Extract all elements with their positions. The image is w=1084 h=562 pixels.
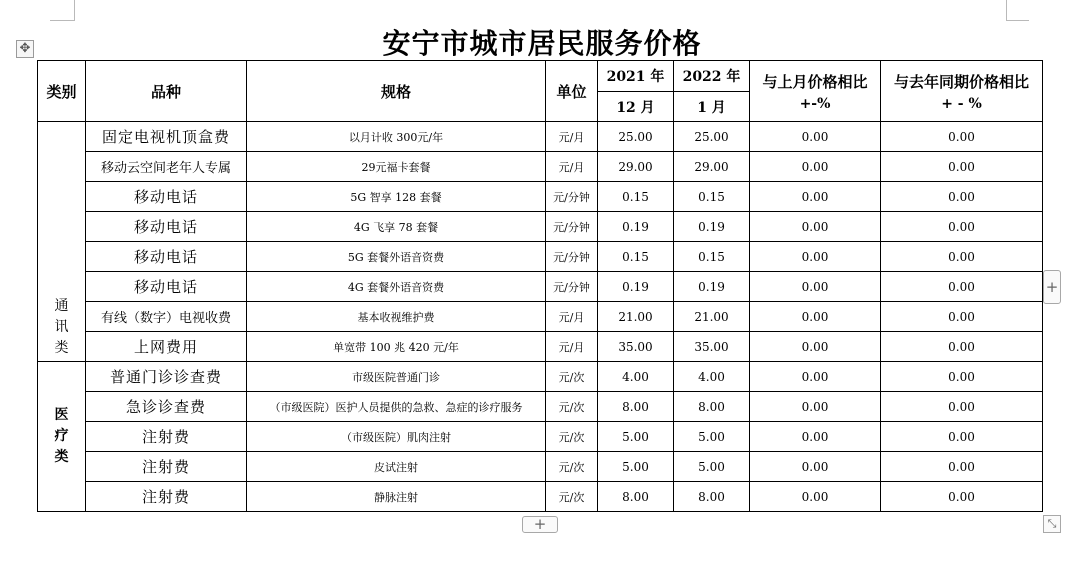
year-change-cell: 0.00 [881, 122, 1043, 152]
spec-cell: 5G 套餐外语音资费 [247, 242, 546, 272]
table-row [38, 182, 1043, 212]
price-2022-cell: 0.19 [674, 212, 750, 242]
header-vs-last-year-unit: + - % [941, 95, 982, 112]
year-change-cell: 0.00 [881, 332, 1043, 362]
table-row [38, 272, 1043, 302]
variety-cell: 固定电视机顶盒费 [86, 122, 247, 152]
price-2022-cell: 21.00 [674, 302, 750, 332]
year-change-cell: 0.00 [881, 302, 1043, 332]
year-change-cell: 0.00 [881, 182, 1043, 212]
unit-cell: 元/次 [546, 392, 598, 422]
header-month-2021: 12 月 [598, 92, 674, 122]
header-year-2021: 2021 年 [598, 61, 674, 92]
price-2022-cell: 0.19 [674, 272, 750, 302]
add-row-button[interactable]: + [522, 516, 558, 533]
price-2022-cell: 0.15 [674, 182, 750, 212]
header-year-2022: 2022 年 [674, 61, 750, 92]
spec-cell: 4G 套餐外语音资费 [247, 272, 546, 302]
variety-cell: 注射费 [86, 482, 247, 512]
price-2021-cell: 8.00 [598, 392, 674, 422]
price-2021-cell: 29.00 [598, 152, 674, 182]
header-vs-last-year-label: 与去年同期价格相比 [893, 72, 1029, 91]
header-category: 类别 [38, 61, 86, 122]
spec-cell: 4G 飞享 78 套餐 [247, 212, 546, 242]
price-2021-cell: 35.00 [598, 332, 674, 362]
header-vs-last-year [881, 61, 1043, 122]
month-change-cell: 0.00 [750, 122, 881, 152]
table-move-icon[interactable]: ✥ [16, 40, 34, 58]
header-vs-last-month [750, 61, 881, 122]
table-row [38, 302, 1043, 332]
price-2021-cell: 0.19 [598, 272, 674, 302]
price-2021-cell: 5.00 [598, 422, 674, 452]
price-2022-cell: 5.00 [674, 422, 750, 452]
header-vs-last-month-label: 与上月价格相比 [762, 72, 868, 91]
price-2022-cell: 0.15 [674, 242, 750, 272]
year-change-cell: 0.00 [881, 152, 1043, 182]
unit-cell: 元/次 [546, 422, 598, 452]
spec-cell: 29元福卡套餐 [247, 152, 546, 182]
unit-cell: 元/分钟 [546, 242, 598, 272]
table-row [38, 392, 1043, 422]
price-2022-cell: 29.00 [674, 152, 750, 182]
document-title: 安宁市城市居民服务价格 [382, 27, 702, 60]
unit-cell: 元/月 [546, 332, 598, 362]
variety-cell: 移动电话 [86, 212, 247, 242]
price-2021-cell: 0.15 [598, 242, 674, 272]
month-change-cell: 0.00 [750, 482, 881, 512]
price-2022-cell: 5.00 [674, 452, 750, 482]
month-change-cell: 0.00 [750, 332, 881, 362]
spec-cell: （市级医院）肌肉注射 [247, 422, 546, 452]
header-unit: 单位 [546, 61, 598, 122]
table-row [38, 482, 1043, 512]
table-row [38, 242, 1043, 272]
unit-cell: 元/次 [546, 482, 598, 512]
category-cell: 通 讯 类 [38, 122, 86, 362]
variety-cell: 普通门诊诊查费 [86, 362, 247, 392]
price-2021-cell: 0.15 [598, 182, 674, 212]
spec-cell: 皮试注射 [247, 452, 546, 482]
header-month-2022: 1 月 [674, 92, 750, 122]
price-2021-cell: 8.00 [598, 482, 674, 512]
year-change-cell: 0.00 [881, 422, 1043, 452]
price-2021-cell: 25.00 [598, 122, 674, 152]
year-change-cell: 0.00 [881, 392, 1043, 422]
table-row [38, 212, 1043, 242]
price-table-body [38, 122, 1043, 512]
month-change-cell: 0.00 [750, 152, 881, 182]
price-2021-cell: 0.19 [598, 212, 674, 242]
table-row [38, 332, 1043, 362]
header-spec: 规格 [247, 61, 546, 122]
price-2022-cell: 8.00 [674, 482, 750, 512]
header-vs-last-month-unit: +-% [799, 95, 831, 112]
variety-cell: 移动电话 [86, 272, 247, 302]
unit-cell: 元/次 [546, 452, 598, 482]
unit-cell: 元/分钟 [546, 272, 598, 302]
month-change-cell: 0.00 [750, 272, 881, 302]
month-change-cell: 0.00 [750, 362, 881, 392]
table-row [38, 362, 1043, 392]
table-row [38, 452, 1043, 482]
unit-cell: 元/分钟 [546, 212, 598, 242]
price-2022-cell: 25.00 [674, 122, 750, 152]
month-change-cell: 0.00 [750, 452, 881, 482]
month-change-cell: 0.00 [750, 302, 881, 332]
variety-cell: 移动云空间老年人专属 [86, 152, 247, 182]
price-2021-cell: 5.00 [598, 452, 674, 482]
year-change-cell: 0.00 [881, 212, 1043, 242]
price-2021-cell: 21.00 [598, 302, 674, 332]
price-2021-cell: 4.00 [598, 362, 674, 392]
unit-cell: 元/分钟 [546, 182, 598, 212]
variety-cell: 注射费 [86, 422, 247, 452]
spec-cell: 单宽带 100 兆 420 元/年 [247, 332, 546, 362]
spec-cell: 基本收视维护费 [247, 302, 546, 332]
table-row [38, 122, 1043, 152]
month-change-cell: 0.00 [750, 422, 881, 452]
add-column-button[interactable]: + [1043, 270, 1061, 304]
price-2022-cell: 35.00 [674, 332, 750, 362]
month-change-cell: 0.00 [750, 182, 881, 212]
variety-cell: 注射费 [86, 452, 247, 482]
table-resize-icon[interactable]: ⤡ [1043, 515, 1061, 533]
unit-cell: 元/月 [546, 152, 598, 182]
unit-cell: 元/次 [546, 362, 598, 392]
price-table [37, 60, 1043, 512]
table-row [38, 152, 1043, 182]
spec-cell: 市级医院普通门诊 [247, 362, 546, 392]
spec-cell: （市级医院）医护人员提供的急救、急症的诊疗服务 [247, 392, 546, 422]
variety-cell: 移动电话 [86, 242, 247, 272]
spec-cell: 以月计收 300元/年 [247, 122, 546, 152]
variety-cell: 上网费用 [86, 332, 247, 362]
year-change-cell: 0.00 [881, 362, 1043, 392]
price-2022-cell: 8.00 [674, 392, 750, 422]
variety-cell: 有线（数字）电视收费 [86, 302, 247, 332]
variety-cell: 急诊诊查费 [86, 392, 247, 422]
month-change-cell: 0.00 [750, 392, 881, 422]
spec-cell: 5G 智享 128 套餐 [247, 182, 546, 212]
unit-cell: 元/月 [546, 302, 598, 332]
year-change-cell: 0.00 [881, 242, 1043, 272]
header-variety: 品种 [86, 61, 247, 122]
price-2022-cell: 4.00 [674, 362, 750, 392]
page-corner-mark-right [1006, 0, 1029, 21]
year-change-cell: 0.00 [881, 272, 1043, 302]
month-change-cell: 0.00 [750, 242, 881, 272]
unit-cell: 元/月 [546, 122, 598, 152]
variety-cell: 移动电话 [86, 182, 247, 212]
spec-cell: 静脉注射 [247, 482, 546, 512]
table-row [38, 422, 1043, 452]
page-corner-mark-left [50, 0, 75, 21]
year-change-cell: 0.00 [881, 452, 1043, 482]
month-change-cell: 0.00 [750, 212, 881, 242]
category-cell: 医 疗 类 [38, 362, 86, 512]
year-change-cell: 0.00 [881, 482, 1043, 512]
